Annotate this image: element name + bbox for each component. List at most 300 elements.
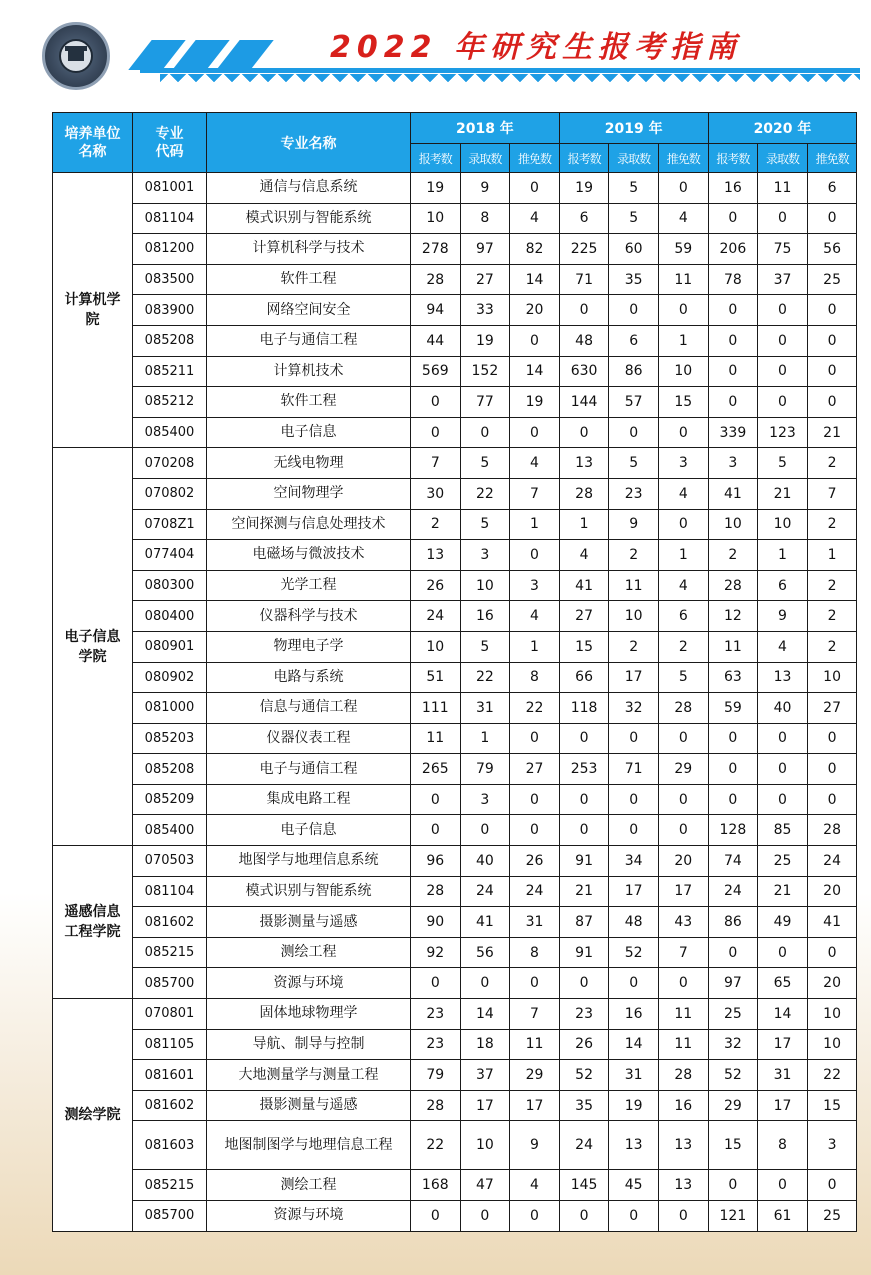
table-row bbox=[53, 876, 857, 907]
cell-value: 6 bbox=[609, 325, 659, 356]
table-row bbox=[53, 1060, 857, 1091]
major-code: 085700 bbox=[133, 968, 207, 999]
cell-value: 0 bbox=[708, 295, 758, 326]
major-code: 080300 bbox=[133, 570, 207, 601]
cell-value: 15 bbox=[559, 631, 609, 662]
cell-value: 16 bbox=[460, 601, 510, 632]
cell-value: 225 bbox=[559, 234, 609, 265]
cell-value: 97 bbox=[460, 234, 510, 265]
cell-value: 9 bbox=[510, 1121, 560, 1170]
cell-value: 0 bbox=[460, 417, 510, 448]
major-code: 085203 bbox=[133, 723, 207, 754]
cell-value: 27 bbox=[510, 754, 560, 785]
cell-value: 15 bbox=[807, 1090, 857, 1121]
major-code: 070208 bbox=[133, 448, 207, 479]
cell-value: 31 bbox=[609, 1060, 659, 1091]
major-code: 080902 bbox=[133, 662, 207, 693]
cell-value: 0 bbox=[510, 417, 560, 448]
major-name: 网络空间安全 bbox=[207, 295, 411, 326]
cell-value: 0 bbox=[658, 173, 708, 204]
major-code: 081602 bbox=[133, 907, 207, 938]
cell-value: 339 bbox=[708, 417, 758, 448]
cell-value: 16 bbox=[658, 1090, 708, 1121]
cell-value: 7 bbox=[658, 937, 708, 968]
cell-value: 0 bbox=[658, 968, 708, 999]
cell-value: 0 bbox=[807, 356, 857, 387]
cell-value: 11 bbox=[609, 570, 659, 601]
cell-value: 14 bbox=[460, 999, 510, 1030]
cell-value: 0 bbox=[758, 1170, 808, 1201]
cell-value: 22 bbox=[460, 662, 510, 693]
major-code: 085208 bbox=[133, 754, 207, 785]
cell-value: 31 bbox=[510, 907, 560, 938]
unit-name: 测绘学院 bbox=[53, 999, 133, 1232]
cell-value: 41 bbox=[460, 907, 510, 938]
cell-value: 29 bbox=[658, 754, 708, 785]
cell-value: 28 bbox=[708, 570, 758, 601]
cell-value: 630 bbox=[559, 356, 609, 387]
major-code: 081105 bbox=[133, 1029, 207, 1060]
cell-value: 152 bbox=[460, 356, 510, 387]
table-row bbox=[53, 356, 857, 387]
cell-value: 17 bbox=[658, 876, 708, 907]
cell-value: 25 bbox=[807, 264, 857, 295]
cell-value: 123 bbox=[758, 417, 808, 448]
cell-value: 4 bbox=[510, 1170, 560, 1201]
cell-value: 144 bbox=[559, 387, 609, 418]
cell-value: 22 bbox=[510, 693, 560, 724]
cell-value: 0 bbox=[708, 723, 758, 754]
table-row bbox=[53, 846, 857, 877]
cell-value: 0 bbox=[708, 356, 758, 387]
header-name: 专业名称 bbox=[207, 113, 411, 173]
cell-value: 0 bbox=[758, 295, 808, 326]
major-code: 081104 bbox=[133, 203, 207, 234]
cell-value: 61 bbox=[758, 1201, 808, 1232]
major-code: 085209 bbox=[133, 784, 207, 815]
major-name: 电磁场与微波技术 bbox=[207, 540, 411, 571]
cell-value: 0 bbox=[510, 325, 560, 356]
cell-value: 4 bbox=[758, 631, 808, 662]
cell-value: 128 bbox=[708, 815, 758, 846]
unit-name: 遥感信息工程学院 bbox=[53, 846, 133, 999]
major-code: 085400 bbox=[133, 417, 207, 448]
major-code: 0708Z1 bbox=[133, 509, 207, 540]
cell-value: 17 bbox=[758, 1090, 808, 1121]
cell-value: 6 bbox=[658, 601, 708, 632]
cell-value: 0 bbox=[708, 387, 758, 418]
major-name: 摄影测量与遥感 bbox=[207, 1090, 411, 1121]
cell-value: 31 bbox=[460, 693, 510, 724]
cell-value: 10 bbox=[807, 662, 857, 693]
cell-value: 10 bbox=[609, 601, 659, 632]
cell-value: 52 bbox=[559, 1060, 609, 1091]
cell-value: 5 bbox=[460, 509, 510, 540]
table-row bbox=[53, 234, 857, 265]
cell-value: 0 bbox=[708, 1170, 758, 1201]
header-year-2018: 2018 年 bbox=[411, 113, 560, 144]
cell-value: 0 bbox=[559, 815, 609, 846]
cell-value: 121 bbox=[708, 1201, 758, 1232]
major-name: 测绘工程 bbox=[207, 937, 411, 968]
cell-value: 40 bbox=[460, 846, 510, 877]
cell-value: 0 bbox=[510, 968, 560, 999]
major-name: 导航、制导与控制 bbox=[207, 1029, 411, 1060]
major-name: 固体地球物理学 bbox=[207, 999, 411, 1030]
cell-value: 5 bbox=[609, 173, 659, 204]
cell-value: 82 bbox=[510, 234, 560, 265]
cell-value: 34 bbox=[609, 846, 659, 877]
cell-value: 0 bbox=[559, 723, 609, 754]
cell-value: 13 bbox=[411, 540, 461, 571]
major-name: 空间物理学 bbox=[207, 478, 411, 509]
cell-value: 13 bbox=[658, 1170, 708, 1201]
cell-value: 2 bbox=[609, 540, 659, 571]
table-row bbox=[53, 1201, 857, 1232]
header-triangle-pattern bbox=[160, 74, 860, 82]
cell-value: 59 bbox=[708, 693, 758, 724]
table-row bbox=[53, 417, 857, 448]
major-name: 资源与环境 bbox=[207, 1201, 411, 1232]
cell-value: 4 bbox=[510, 448, 560, 479]
table-row bbox=[53, 203, 857, 234]
cell-value: 25 bbox=[807, 1201, 857, 1232]
cell-value: 1 bbox=[510, 509, 560, 540]
cell-value: 87 bbox=[559, 907, 609, 938]
cell-value: 0 bbox=[758, 203, 808, 234]
cell-value: 1 bbox=[510, 631, 560, 662]
cell-value: 31 bbox=[758, 1060, 808, 1091]
cell-value: 5 bbox=[609, 448, 659, 479]
cell-value: 56 bbox=[460, 937, 510, 968]
major-name: 大地测量学与测量工程 bbox=[207, 1060, 411, 1091]
cell-value: 0 bbox=[708, 784, 758, 815]
table-row bbox=[53, 509, 857, 540]
cell-value: 22 bbox=[411, 1121, 461, 1170]
cell-value: 77 bbox=[460, 387, 510, 418]
subheader-admitted: 录取数 bbox=[460, 144, 510, 173]
cell-value: 0 bbox=[460, 815, 510, 846]
cell-value: 41 bbox=[807, 907, 857, 938]
cell-value: 10 bbox=[460, 570, 510, 601]
cell-value: 8 bbox=[758, 1121, 808, 1170]
cell-value: 0 bbox=[758, 356, 808, 387]
cell-value: 63 bbox=[708, 662, 758, 693]
major-name: 电子与通信工程 bbox=[207, 754, 411, 785]
cell-value: 3 bbox=[460, 540, 510, 571]
cell-value: 11 bbox=[708, 631, 758, 662]
cell-value: 86 bbox=[708, 907, 758, 938]
major-name: 无线电物理 bbox=[207, 448, 411, 479]
subheader-admitted: 录取数 bbox=[609, 144, 659, 173]
cell-value: 0 bbox=[758, 723, 808, 754]
cell-value: 9 bbox=[758, 601, 808, 632]
cell-value: 2 bbox=[807, 631, 857, 662]
table-row bbox=[53, 387, 857, 418]
major-code: 085208 bbox=[133, 325, 207, 356]
major-name: 软件工程 bbox=[207, 264, 411, 295]
cell-value: 0 bbox=[510, 723, 560, 754]
cell-value: 10 bbox=[807, 1029, 857, 1060]
cell-value: 29 bbox=[510, 1060, 560, 1091]
cell-value: 13 bbox=[559, 448, 609, 479]
cell-value: 14 bbox=[758, 999, 808, 1030]
cell-value: 0 bbox=[411, 784, 461, 815]
table-row bbox=[53, 907, 857, 938]
header-unit: 培养单位名称 bbox=[53, 113, 133, 173]
major-code: 080400 bbox=[133, 601, 207, 632]
cell-value: 90 bbox=[411, 907, 461, 938]
cell-value: 51 bbox=[411, 662, 461, 693]
table-header bbox=[53, 113, 857, 173]
cell-value: 21 bbox=[758, 478, 808, 509]
cell-value: 0 bbox=[411, 417, 461, 448]
table-row bbox=[53, 264, 857, 295]
cell-value: 0 bbox=[559, 295, 609, 326]
cell-value: 2 bbox=[807, 601, 857, 632]
table-row bbox=[53, 448, 857, 479]
cell-value: 20 bbox=[658, 846, 708, 877]
cell-value: 4 bbox=[510, 601, 560, 632]
table-row bbox=[53, 937, 857, 968]
cell-value: 26 bbox=[411, 570, 461, 601]
cell-value: 24 bbox=[460, 876, 510, 907]
cell-value: 8 bbox=[460, 203, 510, 234]
major-code: 080901 bbox=[133, 631, 207, 662]
table-row bbox=[53, 631, 857, 662]
cell-value: 10 bbox=[758, 509, 808, 540]
cell-value: 25 bbox=[708, 999, 758, 1030]
cell-value: 0 bbox=[758, 387, 808, 418]
cell-value: 74 bbox=[708, 846, 758, 877]
cell-value: 3 bbox=[658, 448, 708, 479]
major-code: 085211 bbox=[133, 356, 207, 387]
cell-value: 48 bbox=[609, 907, 659, 938]
major-code: 070801 bbox=[133, 999, 207, 1030]
cell-value: 3 bbox=[510, 570, 560, 601]
logo-emblem bbox=[59, 39, 93, 73]
cell-value: 23 bbox=[411, 1029, 461, 1060]
major-code: 085215 bbox=[133, 937, 207, 968]
major-name: 空间探测与信息处理技术 bbox=[207, 509, 411, 540]
cell-value: 0 bbox=[807, 784, 857, 815]
cell-value: 1 bbox=[658, 325, 708, 356]
cell-value: 6 bbox=[807, 173, 857, 204]
cell-value: 3 bbox=[807, 1121, 857, 1170]
cell-value: 22 bbox=[807, 1060, 857, 1091]
table-row bbox=[53, 1029, 857, 1060]
cell-value: 0 bbox=[510, 540, 560, 571]
cell-value: 27 bbox=[807, 693, 857, 724]
major-code: 081200 bbox=[133, 234, 207, 265]
page-title: 2022 年研究生报考指南 bbox=[330, 30, 742, 65]
cell-value: 92 bbox=[411, 937, 461, 968]
cell-value: 118 bbox=[559, 693, 609, 724]
cell-value: 0 bbox=[807, 387, 857, 418]
subheader-exempt: 推免数 bbox=[510, 144, 560, 173]
cell-value: 168 bbox=[411, 1170, 461, 1201]
cell-value: 17 bbox=[609, 876, 659, 907]
cell-value: 10 bbox=[807, 999, 857, 1030]
cell-value: 206 bbox=[708, 234, 758, 265]
cell-value: 1 bbox=[758, 540, 808, 571]
cell-value: 1 bbox=[460, 723, 510, 754]
cell-value: 91 bbox=[559, 937, 609, 968]
cell-value: 0 bbox=[658, 417, 708, 448]
cell-value: 14 bbox=[510, 264, 560, 295]
cell-value: 0 bbox=[758, 784, 808, 815]
major-code: 081602 bbox=[133, 1090, 207, 1121]
cell-value: 28 bbox=[411, 1090, 461, 1121]
table-row bbox=[53, 693, 857, 724]
major-name: 摄影测量与遥感 bbox=[207, 907, 411, 938]
cell-value: 20 bbox=[510, 295, 560, 326]
major-name: 电子与通信工程 bbox=[207, 325, 411, 356]
university-logo-icon bbox=[42, 22, 110, 90]
cell-value: 4 bbox=[510, 203, 560, 234]
major-code: 085400 bbox=[133, 815, 207, 846]
cell-value: 28 bbox=[807, 815, 857, 846]
cell-value: 0 bbox=[510, 173, 560, 204]
cell-value: 13 bbox=[758, 662, 808, 693]
cell-value: 1 bbox=[807, 540, 857, 571]
cell-value: 29 bbox=[708, 1090, 758, 1121]
cell-value: 52 bbox=[708, 1060, 758, 1091]
cell-value: 111 bbox=[411, 693, 461, 724]
table-row bbox=[53, 478, 857, 509]
cell-value: 0 bbox=[807, 937, 857, 968]
cell-value: 41 bbox=[708, 478, 758, 509]
major-code: 081603 bbox=[133, 1121, 207, 1170]
major-name: 仪器仪表工程 bbox=[207, 723, 411, 754]
major-name: 测绘工程 bbox=[207, 1170, 411, 1201]
cell-value: 5 bbox=[758, 448, 808, 479]
major-code: 070802 bbox=[133, 478, 207, 509]
cell-value: 0 bbox=[807, 1170, 857, 1201]
table-row bbox=[53, 601, 857, 632]
subheader-exempt: 推免数 bbox=[807, 144, 857, 173]
cell-value: 94 bbox=[411, 295, 461, 326]
cell-value: 35 bbox=[609, 264, 659, 295]
cell-value: 41 bbox=[559, 570, 609, 601]
cell-value: 0 bbox=[658, 784, 708, 815]
cell-value: 0 bbox=[609, 784, 659, 815]
cell-value: 45 bbox=[609, 1170, 659, 1201]
table-row bbox=[53, 999, 857, 1030]
table-row bbox=[53, 723, 857, 754]
cell-value: 60 bbox=[609, 234, 659, 265]
cell-value: 0 bbox=[411, 815, 461, 846]
cell-value: 96 bbox=[411, 846, 461, 877]
cell-value: 21 bbox=[807, 417, 857, 448]
cell-value: 0 bbox=[609, 417, 659, 448]
cell-value: 28 bbox=[658, 1060, 708, 1091]
major-name: 仪器科学与技术 bbox=[207, 601, 411, 632]
cell-value: 28 bbox=[411, 876, 461, 907]
cell-value: 265 bbox=[411, 754, 461, 785]
cell-value: 22 bbox=[460, 478, 510, 509]
cell-value: 11 bbox=[658, 999, 708, 1030]
cell-value: 7 bbox=[807, 478, 857, 509]
cell-value: 17 bbox=[758, 1029, 808, 1060]
cell-value: 26 bbox=[559, 1029, 609, 1060]
cell-value: 8 bbox=[510, 937, 560, 968]
cell-value: 2 bbox=[807, 570, 857, 601]
major-name: 软件工程 bbox=[207, 387, 411, 418]
cell-value: 0 bbox=[807, 723, 857, 754]
cell-value: 10 bbox=[411, 631, 461, 662]
cell-value: 3 bbox=[708, 448, 758, 479]
cell-value: 0 bbox=[609, 295, 659, 326]
cell-value: 0 bbox=[658, 1201, 708, 1232]
cell-value: 0 bbox=[559, 1201, 609, 1232]
table-row bbox=[53, 570, 857, 601]
major-name: 电路与系统 bbox=[207, 662, 411, 693]
cell-value: 25 bbox=[758, 846, 808, 877]
unit-name: 计算机学院 bbox=[53, 173, 133, 448]
cell-value: 0 bbox=[559, 784, 609, 815]
major-code: 085700 bbox=[133, 1201, 207, 1232]
cell-value: 11 bbox=[510, 1029, 560, 1060]
cell-value: 0 bbox=[708, 937, 758, 968]
cell-value: 0 bbox=[510, 784, 560, 815]
major-name: 计算机科学与技术 bbox=[207, 234, 411, 265]
cell-value: 5 bbox=[658, 662, 708, 693]
cell-value: 253 bbox=[559, 754, 609, 785]
cell-value: 66 bbox=[559, 662, 609, 693]
cell-value: 0 bbox=[807, 295, 857, 326]
cell-value: 0 bbox=[758, 937, 808, 968]
subheader-applied: 报考数 bbox=[559, 144, 609, 173]
table-row bbox=[53, 1170, 857, 1201]
cell-value: 0 bbox=[658, 815, 708, 846]
major-name: 计算机技术 bbox=[207, 356, 411, 387]
cell-value: 43 bbox=[658, 907, 708, 938]
cell-value: 20 bbox=[807, 876, 857, 907]
cell-value: 7 bbox=[510, 999, 560, 1030]
cell-value: 27 bbox=[460, 264, 510, 295]
table-row bbox=[53, 295, 857, 326]
cell-value: 23 bbox=[411, 999, 461, 1030]
cell-value: 71 bbox=[559, 264, 609, 295]
major-code: 081001 bbox=[133, 173, 207, 204]
subheader-admitted: 录取数 bbox=[758, 144, 808, 173]
major-name: 信息与通信工程 bbox=[207, 693, 411, 724]
cell-value: 23 bbox=[609, 478, 659, 509]
cell-value: 0 bbox=[510, 1201, 560, 1232]
table-row bbox=[53, 662, 857, 693]
cell-value: 5 bbox=[609, 203, 659, 234]
cell-value: 91 bbox=[559, 846, 609, 877]
cell-value: 16 bbox=[609, 999, 659, 1030]
header-divider bbox=[140, 68, 860, 73]
cell-value: 0 bbox=[609, 723, 659, 754]
header-year-2019: 2019 年 bbox=[559, 113, 708, 144]
admission-table bbox=[52, 112, 857, 1232]
cell-value: 19 bbox=[411, 173, 461, 204]
cell-value: 0 bbox=[708, 754, 758, 785]
major-name: 地图学与地理信息系统 bbox=[207, 846, 411, 877]
cell-value: 24 bbox=[559, 1121, 609, 1170]
cell-value: 0 bbox=[658, 295, 708, 326]
cell-value: 11 bbox=[411, 723, 461, 754]
cell-value: 37 bbox=[758, 264, 808, 295]
cell-value: 0 bbox=[460, 1201, 510, 1232]
cell-value: 2 bbox=[807, 509, 857, 540]
cell-value: 32 bbox=[609, 693, 659, 724]
cell-value: 278 bbox=[411, 234, 461, 265]
header-year-2020: 2020 年 bbox=[708, 113, 857, 144]
